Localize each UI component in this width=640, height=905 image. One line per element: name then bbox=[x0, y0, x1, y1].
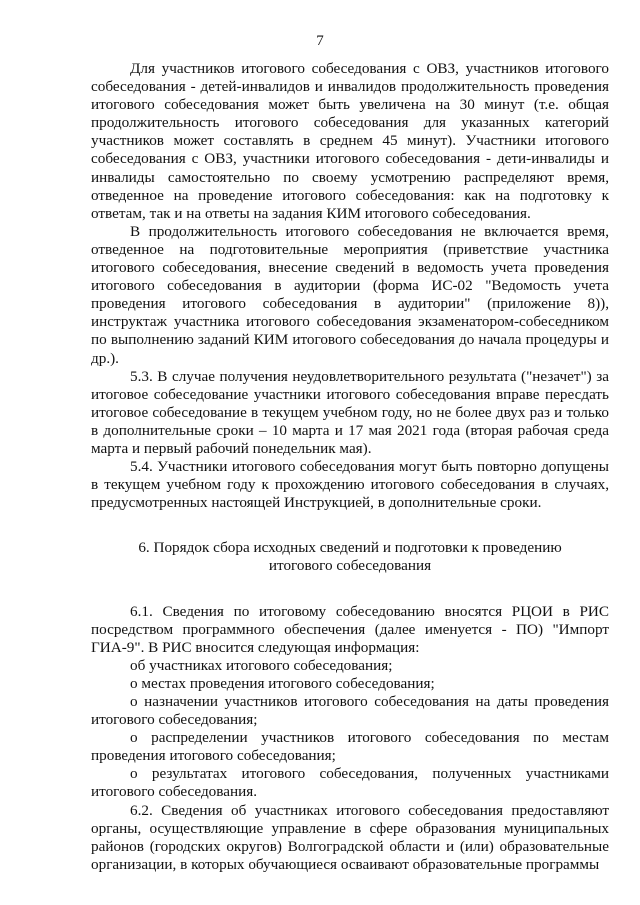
paragraph-6-1: 6.1. Сведения по итоговому собеседованию вносятся РЦОИ в РИС посредством программного обеспечения (далее именуется - ПО) "Импорт ГИА-9". В РИС вносится следующая информация: bbox=[91, 602, 609, 656]
list-item-participants: об участниках итогового собеседования; bbox=[130, 656, 393, 674]
section-heading-line-1: 6. Порядок сбора исходных сведений и подготовки к проведению bbox=[138, 539, 562, 557]
section-heading bbox=[91, 539, 609, 575]
paragraph-ovz-duration: Для участников итогового собеседования с ОВЗ, участников итогового собеседования - детей-инвалидов и инвалидов продолжительность проведения итогового собеседования может быть увеличена на 30 минут (т.е. общая продолжительность итогового собеседования для указанных категорий участников может составлять в среднем 45 минут). Участники итогового собеседования с ОВЗ, участники итогового собеседования - дети-инвалиды и инвалиды самостоятельно по своему усмотрению распределяют время, отведенное на проведение итогового собеседования: как на подготовку к ответам, так и на ответы на задания КИМ итогового собеседования. bbox=[91, 60, 609, 222]
paragraph-5-4: 5.4. Участники итогового собеседования могут быть повторно допущены в текущем учебном году к прохождению итогового собеседования в случаях, предусмотренных настоящей Инструкцией, в дополнительные сроки. bbox=[91, 458, 609, 512]
page-number: 7 bbox=[316, 33, 324, 49]
list-item-assignment: о назначении участников итогового собеседования на даты проведения итогового собеседования; bbox=[91, 693, 609, 729]
paragraph-excluded-time: В продолжительность итогового собеседования не включается время, отведенное на подготовительные мероприятия (приветствие участника итогового собеседования, внесение сведений в ведомость учета проведения итогового собеседования в аудитории (форма ИС-02 "Ведомость учета проведения итогового собеседования в аудитории" (приложение 8)), инструктаж участника итогового собеседования экзаменатором-собеседником по выполнению заданий КИМ итогового собеседования до начала процедуры и др.). bbox=[91, 222, 609, 367]
paragraph-6-2: 6.2. Сведения об участниках итогового собеседования предоставляют органы, осуществляющие управление в сфере образования муниципальных районов (городских округов) Волгоградской области и (или) образовательные организации, в которых обучающиеся осваивают образовательные программы bbox=[91, 801, 609, 873]
list-item-venues: о местах проведения итогового собеседования; bbox=[130, 674, 435, 692]
section-heading-line-2: итогового собеседования bbox=[268, 557, 432, 575]
list-item-distribution: о распределении участников итогового собеседования по местам проведения итогового собеседования; bbox=[91, 729, 609, 765]
paragraph-5-3: 5.3. В случае получения неудовлетворительного результата ("незачет") за итоговое собеседование участники итогового собеседования вправе пересдать итоговое собеседование в текущем учебном году, но не более двух раз и только в дополнительные сроки – 10 марта и 17 мая 2021 года (вторая рабочая среда марта и первый рабочий понедельник мая). bbox=[91, 367, 609, 457]
document-body bbox=[91, 60, 609, 874]
list-item-results: о результатах итогового собеседования, полученных участниками итогового собеседования. bbox=[91, 765, 609, 801]
